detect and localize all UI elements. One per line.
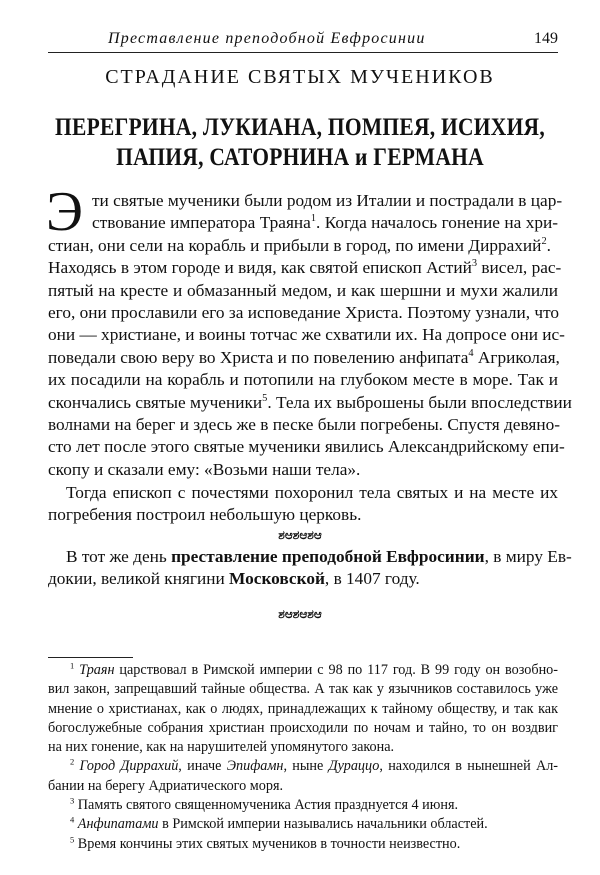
text-run: . (546, 235, 551, 255)
text-run: сто лет после этого святые мученики явились Александрийскому епи- (48, 437, 565, 457)
text-run: . Когда началось гонение на хри- (316, 213, 558, 233)
ornament-divider: ಶಆಶಆಶಆ (278, 607, 322, 621)
text-run: Город Диррахий (79, 758, 179, 775)
text-run: Эпифамн (226, 758, 284, 775)
text-line (48, 796, 558, 815)
footnote-marker: 3 (471, 258, 478, 270)
chapter-title-line-1: СТРАДАНИЕ СВЯТЫХ МУЧЕНИКОВ (105, 66, 495, 88)
running-header (48, 30, 558, 53)
text-line (48, 392, 572, 414)
footnote-marker: 2 (70, 756, 75, 767)
text-run: мнение о христианах, как о людях, принадлежащих к тайному обществу, и так как (48, 700, 558, 717)
text-run: богослужебные собрания христиан происходили по ночам и тайно, то он воздвиг (48, 719, 558, 736)
text-line (48, 190, 563, 212)
text-line (48, 347, 558, 369)
text-line (48, 280, 558, 302)
text-run: Анфипатами (77, 816, 159, 833)
text-line (48, 436, 565, 458)
footnote-marker: 4 (468, 347, 474, 359)
text-line (48, 369, 558, 391)
text-run: , в миру Ев- (484, 547, 572, 566)
text-line (48, 835, 558, 854)
text-line (48, 459, 558, 481)
footnote-marker: 5 (70, 833, 75, 844)
text-line (48, 324, 565, 346)
text-run: Агриколая, (473, 347, 560, 367)
text-run: на них гонение, как на нарушителей упомянутого закона. (48, 739, 395, 756)
footnote-rule (48, 657, 133, 658)
text-line (48, 504, 558, 526)
footnote-marker: 2 (541, 236, 547, 248)
text-run: пятый на кресте и обмазанный медом, и как шершни и мухи жалили (48, 280, 558, 300)
page-number: 149 (534, 30, 558, 47)
text-run: докии, великой княгини (48, 569, 230, 589)
text-line (48, 302, 558, 324)
text-run: скопу и сказали ему: «Возьми наши тела». (48, 459, 361, 479)
text-line (48, 257, 562, 279)
drop-cap: Э (46, 181, 83, 243)
footnote-marker: 4 (70, 814, 75, 825)
chapter-title-line-2: ПЕРЕГРИНА, ЛУКИАНА, ПОМПЕЯ, ИСИХИЯ, (55, 114, 545, 141)
text-run: , в 1407 году. (324, 569, 420, 589)
text-run: Память святого священномученика Астия празднуется 4 июня. (74, 797, 459, 814)
text-run: бании на берегу Адриатического моря. (48, 777, 284, 794)
text-run: . Тела их выброшены были впоследствии (267, 392, 572, 412)
text-run: скончались святые мученики (48, 392, 263, 412)
text-run: висел, рас- (477, 258, 562, 278)
text-run: ти святые мученики были родом из Италии и пострадали в цар- (92, 191, 563, 210)
text-run: ствование императора Траяна (92, 213, 311, 233)
footnote-marker: 1 (310, 213, 317, 225)
text-run: Тогда епископ с почестями похоронил тела святых и на месте их (66, 483, 558, 502)
text-line (48, 235, 558, 257)
text-line (48, 777, 558, 796)
text-line (48, 661, 558, 680)
text-line (48, 212, 558, 234)
text-run: Московской (229, 569, 325, 589)
text-run: они — христиане, и воины тотчас же схватили их. На допросе они ис- (48, 325, 565, 345)
text-run: царствовал в Римской империи с 98 по 117 год. В 99 году он возобно- (114, 662, 558, 678)
text-run: поведали свою веру во Христа и по повелению анфипата (48, 347, 469, 367)
text-run: погребения построил небольшую церковь. (48, 505, 362, 525)
text-run: Находясь в этом городе и видя, как святой епископ Астий (48, 258, 472, 278)
text-run: его, они прославили его за исповедание Христа. Поэтому узнали, что (48, 302, 560, 322)
text-line (48, 738, 558, 757)
paragraph-3 (48, 546, 572, 591)
footnote-marker: 3 (70, 795, 75, 806)
text-run: волнами на берег и здесь же в песке были погребены. Спустя девяно- (48, 414, 560, 434)
ornament-divider: ಶಆಶಆಶಆ (278, 528, 322, 542)
text-run: , иначе (178, 758, 227, 775)
footnote-marker: 1 (70, 660, 75, 671)
text-line (48, 568, 558, 590)
paragraph-2 (48, 482, 558, 527)
text-run: В тот же день (66, 547, 172, 566)
text-run: стиан, они сели на корабль и прибыли в город, по имени Диррахий (48, 235, 542, 255)
text-run: вил закон, запрещавший тайные общества. А так как у язычников составилось уже (48, 681, 558, 698)
text-line (48, 757, 558, 776)
text-line (48, 700, 558, 719)
paragraph-1 (46, 181, 572, 481)
chapter-title-line-3: ПАПИЯ, САТОРНИНА и ГЕРМАНА (116, 144, 484, 171)
text-line (48, 815, 558, 834)
text-run: их посадили на корабль и потопили на глубоком месте в море. Так и (48, 370, 558, 390)
text-run: в Римской империи назывались начальники областей. (158, 816, 488, 833)
text-line (48, 680, 558, 699)
footnote-marker: 5 (262, 392, 268, 404)
running-title: Преставление преподобной Евфросинии (108, 30, 426, 47)
text-run: Траян (79, 662, 115, 678)
text-line (48, 546, 572, 568)
text-line (48, 482, 558, 504)
text-run: , ныне (283, 758, 329, 775)
footnotes (48, 661, 558, 854)
text-run: Время кончины этих святых мучеников в точности неизвестно. (74, 835, 461, 852)
text-run: Дураццо (328, 758, 380, 775)
text-run: , находился в нынешней Ал- (379, 758, 559, 775)
text-line (48, 719, 558, 738)
text-line (48, 414, 558, 436)
text-run: преставление преподобной Евфросинии (171, 547, 485, 566)
